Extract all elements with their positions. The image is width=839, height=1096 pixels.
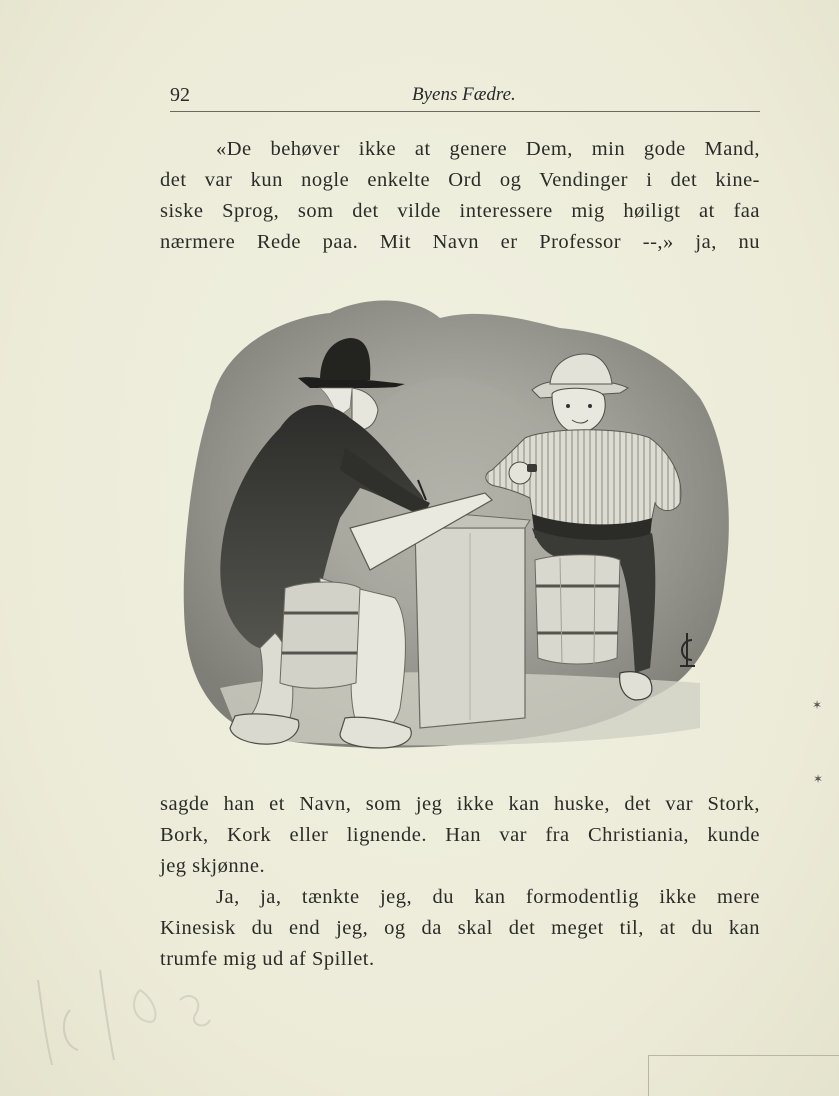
text-line: «De behøver ikke at genere Dem, min gode Mand, xyxy=(216,138,760,160)
page-header xyxy=(160,78,760,112)
text-line: trumfe mig ud af Spillet. xyxy=(160,948,375,970)
faint-pencil-marks xyxy=(30,960,270,1070)
corner-mark xyxy=(648,1055,839,1096)
text-line: Kinesisk du end jeg, og da skal det meget til, at du kan xyxy=(160,917,760,939)
text-line: siske Sprog, som det vilde interessere mig høiligt at faa xyxy=(160,200,760,222)
illustration xyxy=(180,288,740,758)
text-line: nærmere Rede paa. Mit Navn er Professor --,» ja, nu xyxy=(160,231,760,253)
text-line: Bork, Kork eller lignende. Han var fra Christiania, kunde xyxy=(160,824,760,846)
crate xyxy=(415,513,530,728)
edge-speck: ✶ xyxy=(812,698,823,712)
text-line: sagde han et Navn, som jeg ikke kan huske, det var Stork, xyxy=(160,793,760,815)
header-rule xyxy=(170,111,760,112)
paragraph-bottom xyxy=(160,789,760,975)
page-number: 92 xyxy=(170,84,190,106)
paragraph-top xyxy=(160,134,760,258)
text-line: Ja, ja, tænkte jeg, du kan formodentlig ikke mere xyxy=(216,886,760,908)
edge-speck: ✶ xyxy=(813,772,824,786)
text-line: jeg skjønne. xyxy=(160,855,266,877)
text-line: det var kun nogle enkelte Ord og Vendinger i det kine- xyxy=(160,169,760,191)
running-title: Byens Fædre. xyxy=(412,84,516,105)
